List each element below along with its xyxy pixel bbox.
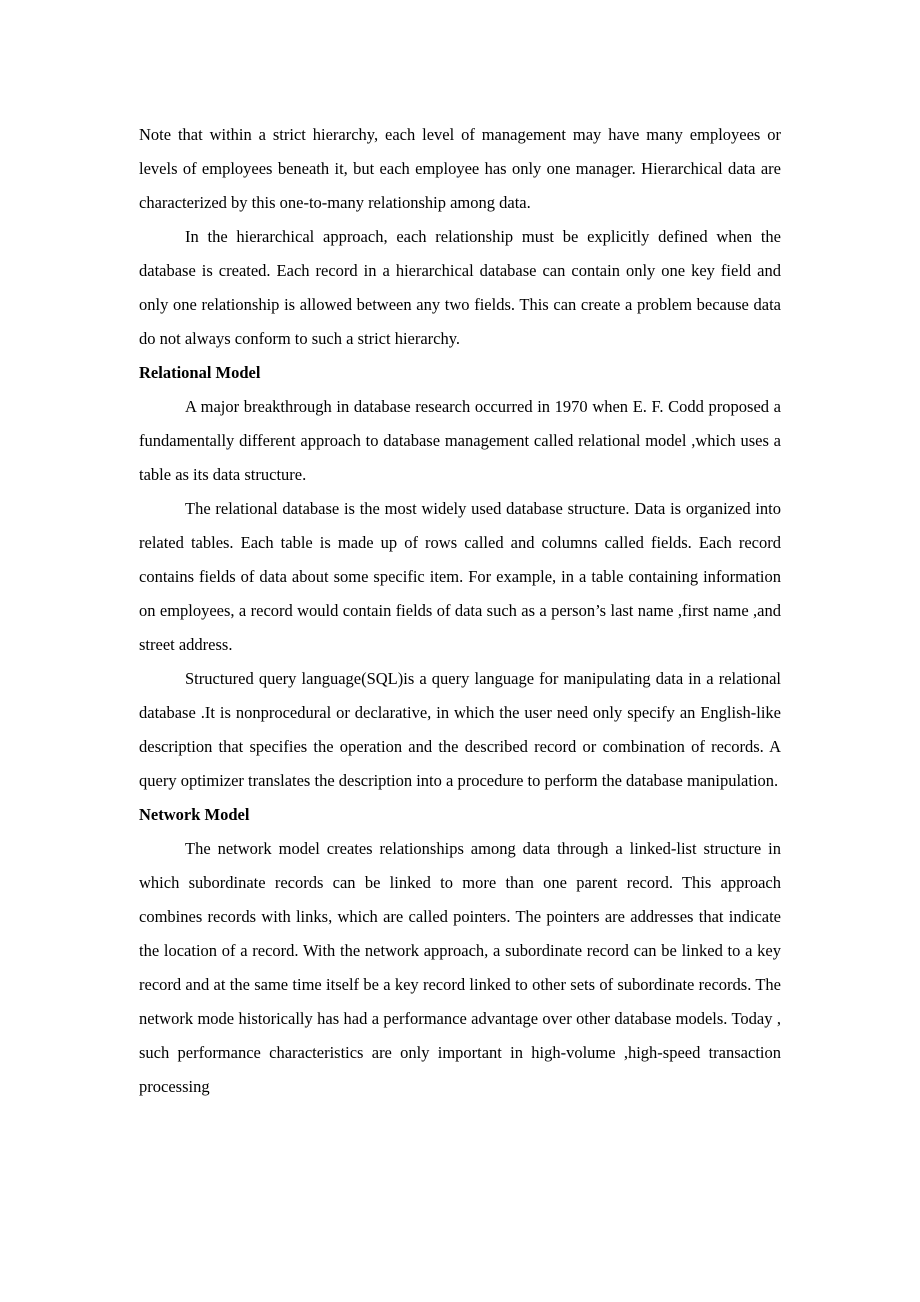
heading-relational-model: Relational Model [139, 363, 261, 382]
paragraph-hierarchical-approach: In the hierarchical approach, each relationship must be explicitly defined when the database is created. Each record in a hierarchical database can contain only one key field and only one relationship is allowed between any two fields. This can create a problem because data do not always conform to such a strict hierarchy. [139, 227, 781, 348]
paragraph-sql: Structured query language(SQL)is a query language for manipulating data in a relational database .It is nonprocedural or declarative, in which the user need only specify an English-like description that specifies the operation and the described record or combination of records. A query optimizer translates the description into a procedure to perform the database manipulation. [139, 669, 781, 790]
paragraph-codd-breakthrough: A major breakthrough in database research occurred in 1970 when E. F. Codd proposed a fundamentally different approach to database management called relational model ,which uses a table as its data structure. [139, 397, 781, 484]
document-page [139, 118, 781, 1104]
heading-network-model: Network Model [139, 805, 250, 824]
paragraph-network-model: The network model creates relationships among data through a linked-list structure in which subordinate records can be linked to more than one parent record. This approach combines records with links, which are called pointers. The pointers are addresses that indicate the location of a record. With the network approach, a subordinate record can be linked to a key record and at the same time itself be a key record linked to other sets of subordinate records. The network mode historically has had a performance advantage over other database models. Today , such performance characteristics are only important in high-volume ,high-speed transaction processing [139, 839, 781, 1096]
paragraph-relational-database: The relational database is the most widely used database structure. Data is organized into related tables. Each table is made up of rows called and columns called fields. Each record contains fields of data about some specific item. For example, in a table containing information on employees, a record would contain fields of data such as a person’s last name ,first name ,and street address. [139, 499, 781, 654]
paragraph-hierarchy-note: Note that within a strict hierarchy, each level of management may have many employees or levels of employees beneath it, but each employee has only one manager. Hierarchical data are characterized by this one-to-many relationship among data. [139, 125, 781, 212]
